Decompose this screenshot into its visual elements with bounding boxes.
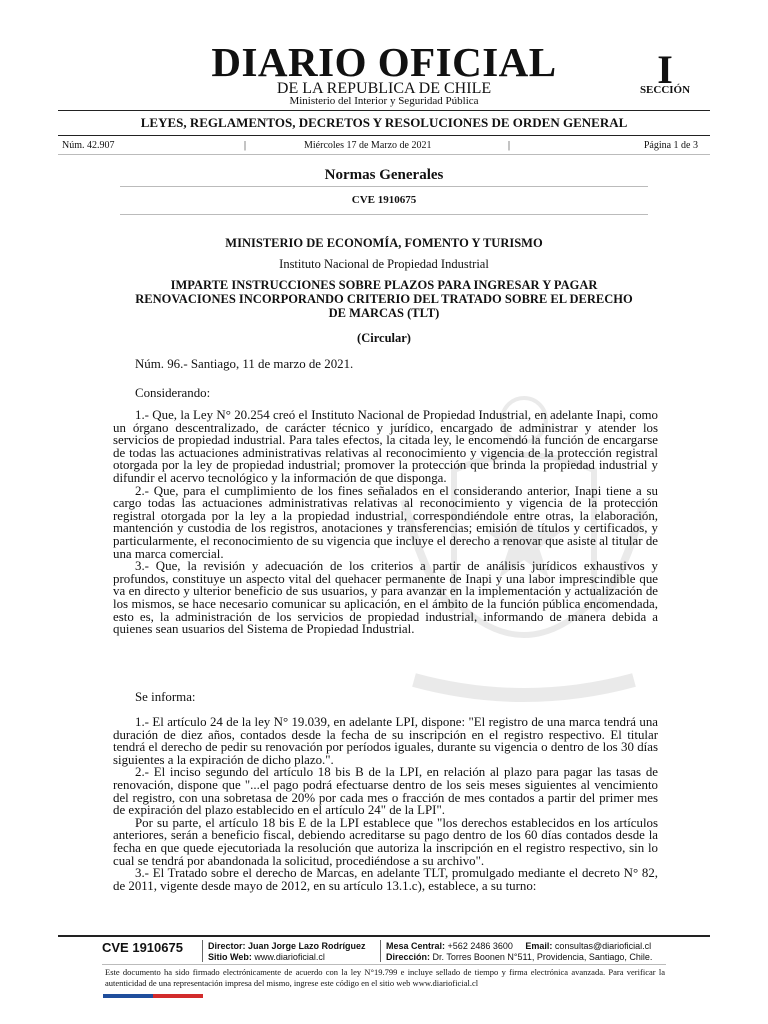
newspaper-title: DIARIO OFICIAL xyxy=(211,39,557,85)
website-link[interactable]: www.diarioficial.cl xyxy=(254,952,325,962)
informs-section xyxy=(113,716,658,892)
newspaper-ministry: Ministerio del Interior y Seguridad Pública xyxy=(289,95,479,107)
separator: | xyxy=(508,140,511,151)
document-type: (Circular) xyxy=(357,331,411,345)
section-heading: Normas Generales xyxy=(324,167,444,183)
website-label: Sitio Web: xyxy=(208,952,252,962)
paragraph: 1.- El artículo 24 de la ley N° 19.039, en adelante LPI, dispone: "El registro de una marca tendrá una duración de diez años, contados desde la fecha de su inscripción en el registro respectivo. El titular tendrá el derecho de pedir su renovación por períodos iguales, durante su vigencia o dentro de los 30 días siguientes a la expiración de dicho plazo.". xyxy=(113,715,658,767)
director-label: Director: xyxy=(208,941,246,951)
considerando-label: Considerando: xyxy=(135,386,211,400)
paragraph: 3.- Que, la revisión y adecuación de los criterios a partir de análisis jurídicos exhaustivos y profundos, constituye un aspecto vital del quehacer permanente de Inapi y una labor imprescindible que va en directo y ulterior beneficio de sus usuarios, y para avanzar en la implementación y actualización de los mismos, se hace necesario comunicar su aplicación, en el ámbito de la función pública encomendada, esto es, la administración de los servicios de propiedad industrial, informando de manera debida a quienes sean usuarios del Sistema de Propiedad Industrial. xyxy=(113,559,658,637)
document-title: IMPARTE INSTRUCCIONES SOBRE PLAZOS PARA INGRESAR Y PAGAR RENOVACIONES INCORPORANDO CRITERIO DEL TRATADO SOBRE EL DERECHO DE MARCAS (TLT) xyxy=(135,278,633,320)
footer-separator xyxy=(380,940,381,962)
divider xyxy=(58,135,710,136)
email-link[interactable]: consultas@diarioficial.cl xyxy=(554,941,652,951)
divider xyxy=(58,110,710,111)
phone-value: +562 2486 3600 xyxy=(447,941,513,951)
divider xyxy=(120,214,648,215)
considerando-section xyxy=(113,409,658,636)
page-indicator: Página 1 de 3 xyxy=(643,140,698,151)
paragraph: 1.- Que, la Ley N° 20.254 creó el Instituto Nacional de Propiedad Industrial, en adelante Inapi, como un órgano descentralizado, de carácter técnico y jurídico, encargado de administrar y atender los servicios de propiedad industrial. Para tales efectos, la citada ley, le encomendó la función de encargarse de todas las actuaciones administrativas relativas al reconocimiento y vigencia de la protección registral otorgada por la ley de propiedad industrial; promover la protección que brinda la propiedad industrial y difundir el acervo tecnológico y la información de que disponga. xyxy=(113,408,658,485)
signature-disclaimer: Este documento ha sido firmado electrónicamente de acuerdo con la ley N°19.799 e incluye sellado de tiempo y firma electrónica avanzada. Para verificar la autenticidad de una representación impresa del mismo, ingrese este código en el sitio web www.diarioficial.cl xyxy=(105,967,665,988)
document-ministry: MINISTERIO DE ECONOMÍA, FOMENTO Y TURISMO xyxy=(225,236,543,250)
phone-label: Mesa Central: xyxy=(386,941,446,951)
flag-stripe-red xyxy=(153,994,203,998)
separator: | xyxy=(244,140,247,151)
footer-contact-block xyxy=(386,941,652,963)
divider xyxy=(58,154,710,155)
newspaper-subtitle: DE LA REPUBLICA DE CHILE xyxy=(276,80,492,97)
section-label: SECCIÓN xyxy=(639,84,691,96)
paragraph: 2.- El inciso segundo del artículo 18 bis B de la LPI, en relación al plazo para pagar las tasas de renovación, dispone que "...el pago podrá efectuarse dentro de los seis meses siguientes al vencimiento del registro, con una sobretasa de 20% por cada mes o fracción de mes contados a partir del primer mes de expiración del plazo establecido en el artículo 24" de la LPI". xyxy=(113,765,658,818)
paragraph: 3.- El Tratado sobre el derecho de Marcas, en adelante TLT, promulgado mediante el decreto N° 82, de 2011, vigente desde mayo de 2012, en su artículo 13.1.c), establece, a su turno: xyxy=(113,866,658,893)
document-institute: Instituto Nacional de Propiedad Industrial xyxy=(279,257,489,271)
paragraph: Por su parte, el artículo 18 bis E de la LPI establece que "los derechos establecidos en los artículos anteriores, serán a beneficio fiscal, debiendo acreditarse su pago dentro de los 60 días contados desde la fecha en que quede ejecutoriada la resolución que autoriza la inscripción en el registro respectivo, sin lo cual se tendrá por abandonada la solicitud, procediéndose a su archivo". xyxy=(113,815,658,868)
category-heading: LEYES, REGLAMENTOS, DECRETOS Y RESOLUCIONES DE ORDEN GENERAL xyxy=(140,115,628,130)
document-number: Núm. 96.- Santiago, 11 de marzo de 2021. xyxy=(135,357,354,371)
paragraph: 2.- Que, para el cumplimiento de los fines señalados en el considerando anterior, Inapi tiene a su cargo todas las actuaciones administrativas relativas al reconocimiento y vigencia de la protección registral otorgada por la ley a la propiedad industrial, correspondiéndole entre otras, la elaboración, mantención y custodia de los registros, anotaciones y transferencias; emisión de títulos y certificados, y particularmente, el reconocimiento de su vigencia que incluye el derecho a renovar que asiste al titular de una marca comercial. xyxy=(113,483,658,561)
director-name: Juan Jorge Lazo Rodríguez xyxy=(248,941,366,951)
footer-cve-code: CVE 1910675 xyxy=(102,940,183,955)
footer-director-block xyxy=(208,941,366,963)
divider xyxy=(120,186,648,187)
footer-divider xyxy=(58,935,710,937)
footer-divider xyxy=(102,964,666,965)
email-label: Email: xyxy=(525,941,553,951)
address-label: Dirección: xyxy=(386,952,431,962)
se-informa-label: Se informa: xyxy=(135,690,196,704)
section-number: I xyxy=(657,47,673,92)
address-value: Dr. Torres Boonen N°511, Providencia, Santiago, Chile. xyxy=(432,952,653,962)
cve-code: CVE 1910675 xyxy=(351,194,417,206)
flag-stripe-blue xyxy=(103,994,153,998)
footer-separator xyxy=(202,940,203,962)
issue-date: Miércoles 17 de Marzo de 2021 xyxy=(304,140,432,151)
issue-number: Núm. 42.907 xyxy=(62,140,115,151)
